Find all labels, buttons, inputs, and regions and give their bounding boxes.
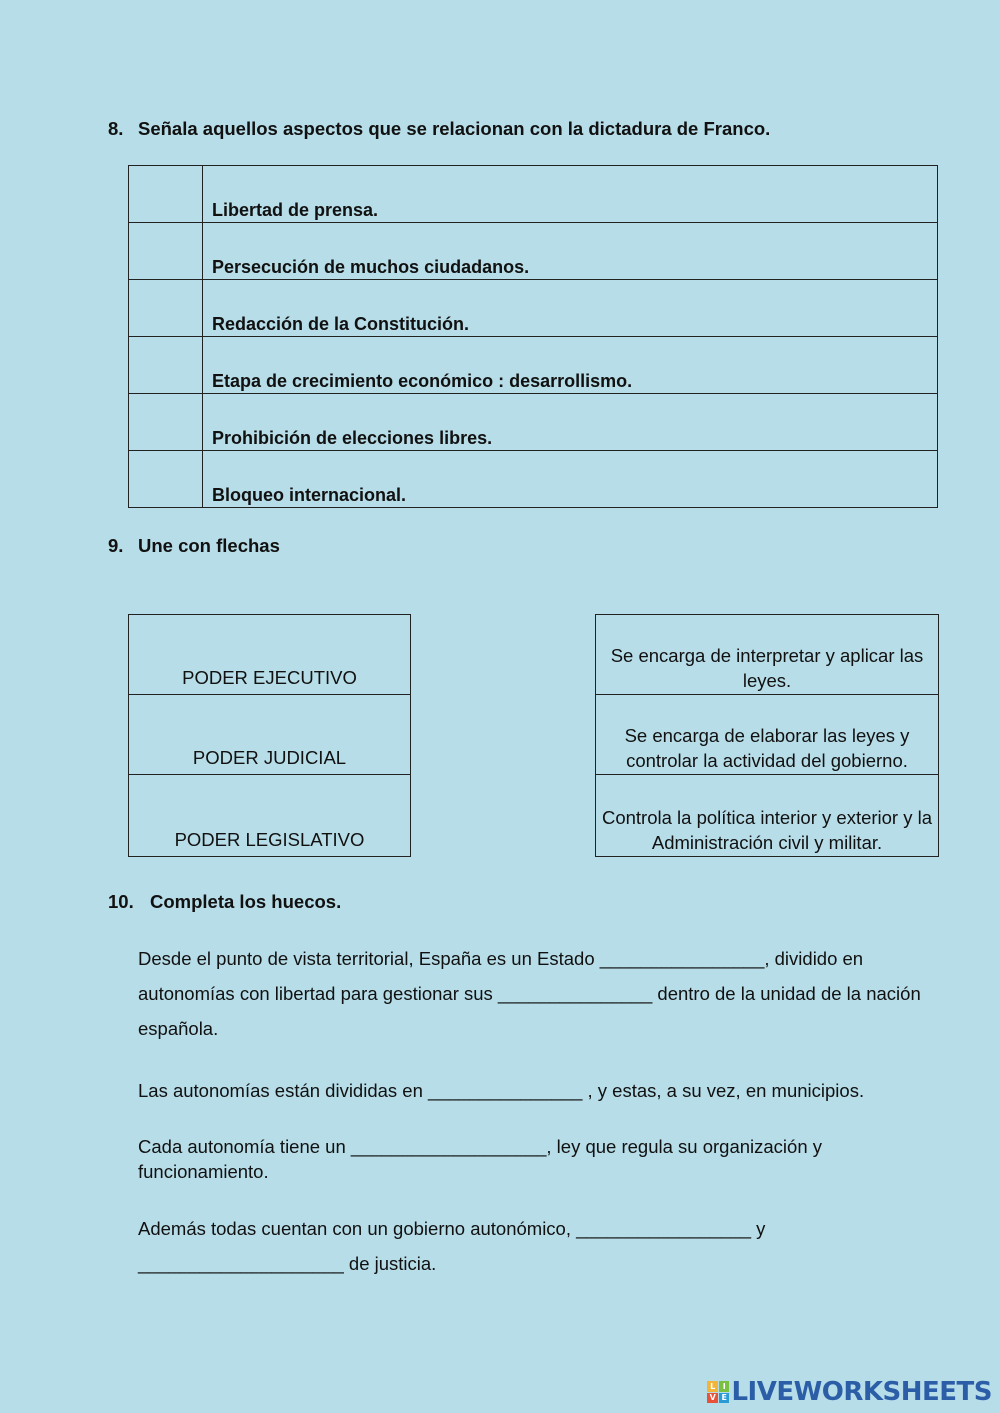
answer-checkbox-cell[interactable] [129,394,203,451]
fill-in-paragraph[interactable]: Además todas cuentan con un gobierno autonómico, _________________ y ____________________ de justicia. [138,1218,766,1274]
fill-in-paragraph[interactable]: Desde el punto de vista territorial, España es un Estado ________________, dividido en autonomías con libertad para gestionar sus _______________ dentro de la unidad de la nación española. [138,948,921,1039]
power-box-ejecutivo[interactable]: PODER EJECUTIVO [129,615,410,695]
table-row [129,166,938,223]
question-10-heading [108,891,341,913]
powers-column [128,614,411,857]
franco-aspects-table [128,165,938,508]
power-box-legislativo[interactable]: PODER LEGISLATIVO [174,829,365,850]
answer-checkbox-cell[interactable] [129,451,203,508]
question-prompt: Une con flechas [138,535,280,556]
table-row [129,394,938,451]
question-8-heading [108,118,770,140]
logo-mark-letter: L [707,1381,718,1392]
logo-mark-letter: V [707,1393,718,1404]
question-9-heading [108,535,280,557]
statement-cell: Bloqueo internacional. [203,451,938,508]
statement-cell: Persecución de muchos ciudadanos. [203,223,938,280]
definitions-column [595,614,939,857]
fill-in-paragraph[interactable]: Cada autonomía tiene un ___________________, ley que regula su organización y funcionamiento. [138,1136,823,1182]
fill-in-paragraph[interactable]: Las autonomías están divididas en _______________ , y estas, a su vez, en municipios. [138,1080,865,1101]
question-number: 10. [108,891,134,912]
table-row [129,280,938,337]
question-number: 9. [108,535,124,556]
power-box-judicial[interactable]: PODER JUDICIAL [129,695,410,775]
definition-box[interactable]: Se encarga de elaborar las leyes y controlar la actividad del gobierno. [596,695,938,775]
table-row [129,451,938,508]
answer-checkbox-cell[interactable] [129,166,203,223]
table-row [129,337,938,394]
statement-cell: Libertad de prensa. [203,166,938,223]
question-prompt: Completa los huecos. [150,891,342,912]
answer-checkbox-cell[interactable] [129,280,203,337]
table-row [129,223,938,280]
answer-checkbox-cell[interactable] [129,337,203,394]
liveworksheets-logo [707,1377,992,1407]
statement-cell: Redacción de la Constitución. [203,280,938,337]
question-prompt: Señala aquellos aspectos que se relacionan con la dictadura de Franco. [138,118,771,139]
statement-cell: Etapa de crecimiento económico : desarrollismo. [203,337,938,394]
question-number: 8. [108,118,124,139]
logo-mark-letter: E [719,1393,730,1404]
logo-mark-icon [707,1381,729,1403]
logo-mark-letter: I [719,1381,730,1392]
logo-text: LIVEWORKSHEETS [731,1377,992,1407]
definition-box[interactable]: Se encarga de interpretar y aplicar las leyes. [596,615,938,695]
answer-checkbox-cell[interactable] [129,223,203,280]
definition-box[interactable]: Controla la política interior y exterior y la Administración civil y militar. [601,807,933,853]
statement-cell: Prohibición de elecciones libres. [203,394,938,451]
